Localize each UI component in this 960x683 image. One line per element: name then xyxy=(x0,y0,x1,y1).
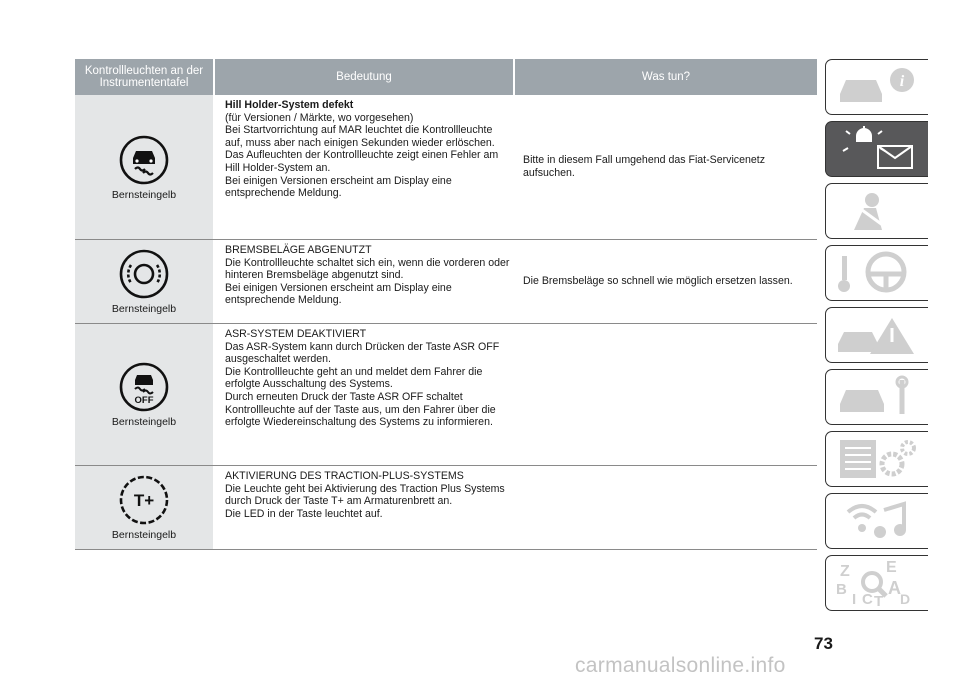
action-cell xyxy=(511,95,817,239)
technical-data-icon xyxy=(832,436,924,482)
action-cell xyxy=(511,324,817,465)
action-cell xyxy=(511,240,817,323)
meaning-cell xyxy=(213,324,511,465)
table-row xyxy=(75,324,817,466)
svg-text:i: i xyxy=(899,73,905,90)
alphabetical-index-icon xyxy=(832,560,924,606)
color-label: Bernsteingelb xyxy=(111,416,177,428)
traction-plus-icon xyxy=(118,474,170,526)
warning-lights-table xyxy=(75,59,817,550)
hill-holder-warning-icon xyxy=(118,134,170,186)
lamp-cell xyxy=(75,466,213,549)
tab-safety[interactable] xyxy=(825,183,928,239)
lamp-cell xyxy=(75,324,213,465)
color-label: Bernsteingelb xyxy=(111,529,177,541)
tab-multimedia[interactable] xyxy=(825,493,928,549)
row-text: AKTIVIERUNG DES TRACTION-PLUS-SYSTEMS Die Leuchte geht bei Aktivierung des Traction Plus Systems durch Druck der Taste T+ am Armaturenbrett an. Die LED in der Taste leuchtet auf. xyxy=(225,470,505,520)
meaning-cell xyxy=(213,466,511,549)
index-letter: A xyxy=(888,578,901,598)
tab-technical-data[interactable] xyxy=(825,431,928,487)
tab-car-info[interactable] xyxy=(825,59,928,115)
index-letter: D xyxy=(900,591,911,606)
tab-emergency[interactable] xyxy=(825,307,928,363)
row-title: Hill Holder-System defekt xyxy=(225,99,354,111)
tab-index[interactable] xyxy=(825,555,928,611)
index-letter: B xyxy=(836,581,847,598)
index-letter: T xyxy=(874,593,884,606)
meaning-cell xyxy=(213,95,511,239)
brake-pad-wear-icon xyxy=(118,248,170,300)
action-cell xyxy=(511,466,817,549)
meaning-cell xyxy=(213,240,511,323)
header-meaning: Bedeutung xyxy=(215,59,513,95)
emergency-triangle-icon xyxy=(832,312,924,358)
table-row xyxy=(75,240,817,324)
index-letter: C xyxy=(862,591,873,606)
table-header xyxy=(75,59,817,95)
asr-off-label: OFF xyxy=(134,395,154,406)
lamp-cell xyxy=(75,95,213,239)
row-action: Bitte in diesem Fall umgehend das Fiat-Servicenetz aufsuchen. xyxy=(523,154,766,179)
row-text: (für Versionen / Märkte, wo vorgesehen) Bei Startvorrichtung auf MAR leuchtet die Kontrollleuchte auf, muss aber nach einigen Sekunden wieder erlöschen. Das Aufleuchten der Kontrollleuchte zeigt einen Fehler am Hill Holder-System an. Bei einigen Versionen erscheint am Display eine entsprechende Meldung. xyxy=(225,111,499,200)
chapter-sidebar xyxy=(825,59,928,617)
page-number: 73 xyxy=(814,634,833,653)
tab-warning-lights[interactable] xyxy=(825,121,928,177)
tab-starting-driving[interactable] xyxy=(825,245,928,301)
car-maintenance-icon xyxy=(832,374,924,420)
index-letter: Z xyxy=(840,563,850,580)
tab-maintenance[interactable] xyxy=(825,369,928,425)
car-info-icon xyxy=(832,64,924,110)
steering-wheel-key-icon xyxy=(832,250,924,296)
warning-lights-icon xyxy=(832,126,924,172)
safety-airbag-icon xyxy=(832,188,924,234)
color-label: Bernsteingelb xyxy=(111,303,177,315)
row-text: ASR-SYSTEM DEAKTIVIERT Das ASR-System kann durch Drücken der Taste ASR OFF ausgeschaltet werden. Die Kontrollleuchte geht an und meldet dem Fahrer die erfolgte Ausschaltung des Systems. Durch erneuten Druck der Taste ASR OFF schaltet Kontrollleuchte auf der Taste aus, um den Fahrer über die erfolgte Wiedereinschaltung des Systems zu informieren. xyxy=(225,328,500,429)
index-letter: I xyxy=(852,591,857,606)
asr-off-icon xyxy=(118,361,170,413)
table-row xyxy=(75,466,817,550)
color-label: Bernsteingelb xyxy=(111,188,177,201)
lamp-cell xyxy=(75,240,213,323)
watermark: carmanualsonline.info xyxy=(575,654,786,677)
header-lamp: Kontrollleuchten an der Instrumententafel xyxy=(75,59,213,95)
multimedia-icon xyxy=(832,498,924,544)
row-text: BREMSBELÄGE ABGENUTZT Die Kontrollleuchte schaltet sich ein, wenn die vorderen oder hinteren Bremsbeläge abgenutzt sind. Bei einigen Versionen erscheint am Display eine entsprechende Meldung. xyxy=(225,244,510,307)
traction-plus-label: T+ xyxy=(133,491,155,510)
table-row xyxy=(75,95,817,240)
index-letter: E xyxy=(886,560,897,576)
header-action: Was tun? xyxy=(515,59,817,95)
row-action: Die Bremsbeläge so schnell wie möglich ersetzen lassen. xyxy=(523,275,793,288)
